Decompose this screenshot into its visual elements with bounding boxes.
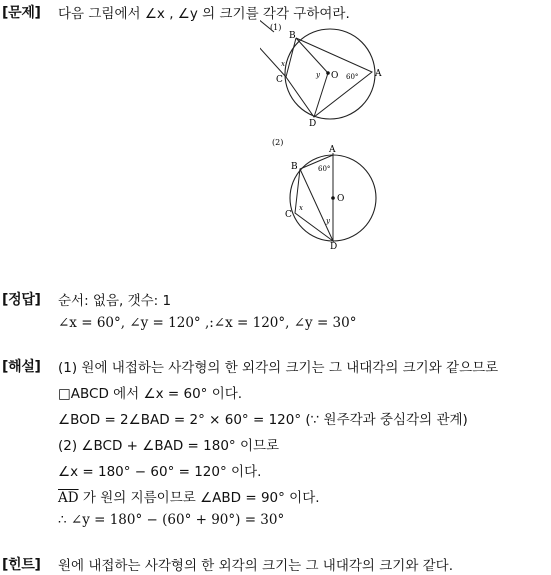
answer-line-2: ∠x = 60°, ∠y = 120° ,:∠x = 120°, ∠y = 30°	[58, 315, 357, 331]
hint-tag: [힌트]	[2, 557, 41, 573]
solution-line-6-rest: 가 원의 지름이므로 ∠ABD = 90° 이다.	[78, 490, 320, 506]
fig2-label-angle: 60°	[318, 165, 331, 173]
solution-line-6	[58, 486, 320, 506]
fig1-label-x: x	[281, 60, 285, 68]
fig1-label-y: y	[316, 71, 320, 79]
fig2-label-O: O	[337, 194, 345, 204]
figure-2-number: (2)	[272, 138, 284, 147]
solution-line-5: ∠x = 180° − 60° = 120° 이다.	[58, 464, 262, 480]
figure-1	[260, 20, 400, 130]
fig1-label-C: C	[276, 75, 283, 85]
fig1-label-O: O	[331, 71, 339, 81]
arc-ad: $\overline{AD}$	[58, 490, 79, 506]
solution-line-3: ∠BOD = 2∠BAD = 2° × 60° = 120° (∵ 원주각과 중심각의 관계)	[58, 412, 468, 428]
fig2-label-C: C	[285, 210, 292, 220]
fig1-label-D: D	[309, 119, 317, 129]
fig2-label-y: y	[326, 217, 330, 225]
fig2-label-A: A	[329, 145, 336, 155]
problem-text: 다음 그림에서 ∠x , ∠y 의 크기를 각각 구하여라.	[58, 6, 350, 22]
fig2-label-B: B	[291, 162, 298, 172]
solution-tag: [해설]	[2, 359, 41, 375]
fig2-label-D: D	[330, 242, 338, 252]
solution-line-2: □ABCD 에서 ∠x = 60° 이다.	[58, 386, 243, 402]
solution-line-7: ∴ ∠y = 180° − (60° + 90°) = 30°	[58, 512, 285, 528]
fig1-label-A: A	[375, 69, 382, 79]
answer-line-1: 순서: 없음, 갯수: 1	[58, 293, 172, 309]
fig1-label-angle: 60°	[346, 73, 359, 81]
problem-tag: [문제]	[2, 5, 41, 21]
figure-2	[268, 135, 398, 255]
answer-tag: [정답]	[2, 292, 41, 308]
solution-line-4: (2) ∠BCD + ∠BAD = 180° 이므로	[58, 438, 280, 454]
figure-1-number: (1)	[270, 23, 282, 32]
hint-text: 원에 내접하는 사각형의 한 외각의 크기는 그 내대각의 크기와 같다.	[58, 558, 454, 574]
fig1-label-B: B	[289, 31, 296, 41]
solution-line-1: (1) 원에 내접하는 사각형의 한 외각의 크기는 그 내대각의 크기와 같으므로	[58, 360, 499, 376]
fig2-label-x: x	[299, 204, 303, 212]
